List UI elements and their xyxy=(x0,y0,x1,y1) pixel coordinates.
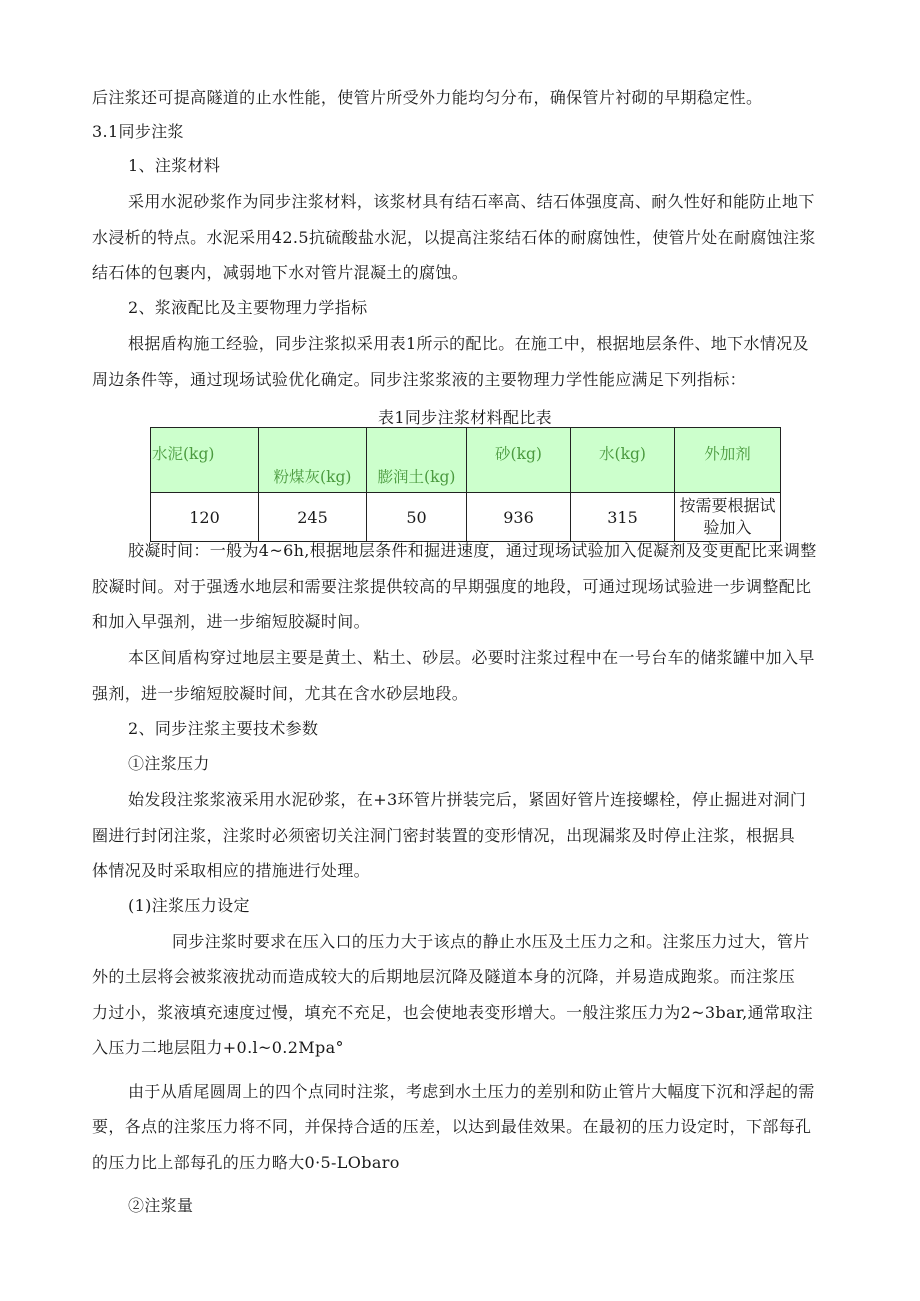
paragraph-line: 强剂，进一步缩短胶凝时间，尤其在含水砂层地段。 xyxy=(92,684,469,703)
paragraph-line: 同步注浆时要求在压入口的压力大于该点的静止水压及土压力之和。注浆压力过大，管片 xyxy=(172,932,810,951)
cell-bentonite: 50 xyxy=(367,493,467,542)
paragraph-line: 外的土层将会被浆液扰动而造成较大的后期地层沉降及隧道本身的沉降，并易造成跑浆。而注浆压 xyxy=(92,967,796,986)
table-header-row xyxy=(151,428,781,493)
subheading-volume: ②注浆量 xyxy=(128,1196,194,1215)
header-fly-ash: 粉煤灰(kg) xyxy=(259,428,367,493)
cell-additive xyxy=(675,493,781,542)
additive-line-2: 验加入 xyxy=(703,518,752,537)
subheading-ratio: 2、浆液配比及主要物理力学指标 xyxy=(128,298,368,317)
paragraph-line: 水浸析的特点。水泥采用42.5抗硫酸盐水泥，以提高注浆结石体的耐腐蚀性，使管片处在耐腐蚀注浆 xyxy=(92,228,816,247)
header-sand: 砂(kg) xyxy=(467,428,571,493)
paragraph-line: 胶凝时间：一般为4~6h,根据地层条件和掘进速度，通过现场试验加入促凝剂及变更配比来调整 xyxy=(128,541,817,560)
subheading-params: 2、同步注浆主要技术参数 xyxy=(128,719,319,738)
mix-ratio-table xyxy=(150,427,781,542)
paragraph-line: 和加入早强剂，进一步缩短胶凝时间。 xyxy=(92,612,370,631)
paragraph-line: 要，各点的注浆压力将不同，并保持合适的压差，以达到最佳效果。在最初的压力设定时，下部每孔 xyxy=(92,1117,812,1136)
subheading-pressure: ①注浆压力 xyxy=(128,754,210,773)
subheading-material: 1、注浆材料 xyxy=(128,156,221,175)
header-additive: 外加剂 xyxy=(675,428,781,493)
header-cement: 水泥(kg) xyxy=(151,428,259,493)
paragraph-line: 始发段注浆浆液采用水泥砂浆，在+3环管片拼装完后，紧固好管片连接螺栓，停止掘进对洞门 xyxy=(128,790,807,809)
cell-water: 315 xyxy=(571,493,675,542)
paragraph-line: 采用水泥砂浆作为同步注浆材料，该浆材具有结石率高、结石体强度高、耐久性好和能防止地下 xyxy=(128,192,815,211)
additive-line-1: 按需要根据试 xyxy=(679,496,776,515)
paragraph-line: 力过小，浆液填充速度过慢，填充不充足，也会使地表变形增大。一般注浆压力为2~3bar,通常取注 xyxy=(92,1003,813,1022)
paragraph-line: 胶凝时间。对于强透水地层和需要注浆提供较高的早期强度的地段，可通过现场试验进一步调整配比 xyxy=(92,577,812,596)
cell-sand: 936 xyxy=(467,493,571,542)
table-row xyxy=(151,493,781,542)
cell-fly-ash: 245 xyxy=(259,493,367,542)
table-caption: 表1同步注浆材料配比表 xyxy=(377,408,553,427)
paragraph-line: 结石体的包裹内，减弱地下水对管片混凝土的腐蚀。 xyxy=(92,263,469,282)
paragraph-line: 周边条件等，通过现场试验优化确定。同步注浆浆液的主要物理力学性能应满足下列指标： xyxy=(92,370,747,389)
section-heading-3-1: 3.1同步注浆 xyxy=(92,122,184,141)
paragraph-line: 本区间盾构穿过地层主要是黄土、粘土、砂层。必要时注浆过程中在一号台车的储浆罐中加入早 xyxy=(128,648,815,667)
cell-cement: 120 xyxy=(151,493,259,542)
header-water: 水(kg) xyxy=(571,428,675,493)
paragraph-line: 根据盾构施工经验，同步注浆拟采用表1所示的配比。在施工中，根据地层条件、地下水情况及 xyxy=(128,334,809,353)
paragraph-line: 由于从盾尾圆周上的四个点同时注浆，考虑到水土压力的差别和防止管片大幅度下沉和浮起的需 xyxy=(128,1082,815,1101)
paragraph-line: 后注浆还可提高隧道的止水性能，使管片所受外力能均匀分布，确保管片衬砌的早期稳定性。 xyxy=(92,88,763,107)
paragraph-line: 圈进行封闭注浆，注浆时必须密切关注洞门密封装置的变形情况，出现漏浆及时停止注浆，根据具 xyxy=(92,826,796,845)
paragraph-line: 入压力二地层阻力+0.l~0.2Mpa° xyxy=(92,1038,344,1057)
paragraph-line: 的压力比上部每孔的压力略大0·5-LObaro xyxy=(92,1153,400,1172)
header-bentonite: 膨润土(kg) xyxy=(367,428,467,493)
subheading-pressure-setting: (1)注浆压力设定 xyxy=(128,896,250,915)
paragraph-line: 体情况及时采取相应的措施进行处理。 xyxy=(92,861,370,880)
